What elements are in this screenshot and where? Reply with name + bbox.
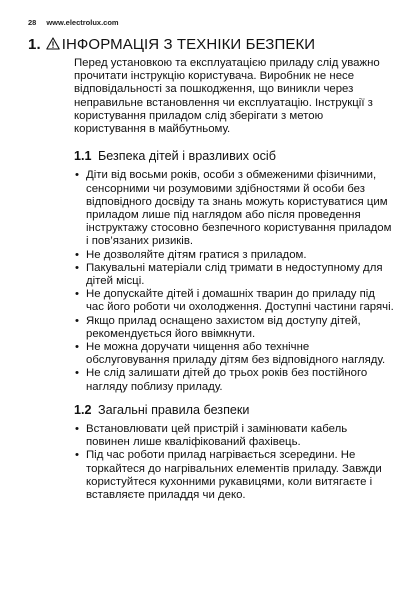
subsection-number: 1.2 (74, 402, 92, 417)
list-item: • Встановлювати цей пристрій і замінювати кабель повинен лише кваліфікований фахівець. (74, 423, 394, 449)
content-column (74, 57, 394, 512)
section-number: 1. (28, 36, 41, 53)
list-item: • Пакувальні матеріали слід тримати в недоступному для дітей місці. (74, 262, 394, 288)
warning-triangle-icon (46, 37, 60, 54)
subsection-heading-child-safety (74, 150, 394, 163)
list-item: • Діти від восьми років, особи з обмеженими фізичними, сенсорними чи розумовими здібностями й особи без відповідного досвіду та знань можуть користуватися цим приладом лише під наглядом або після проведення інструктажу стосовно безпечного користування приладом і пов’язаних ризиків. (74, 169, 394, 248)
list-item: • Не допускайте дітей і домашніх тварин до приладу під час його роботи чи охолодження. Доступні частини гарячі. (74, 288, 394, 314)
page-header (28, 18, 119, 27)
list-item: • Не можна доручати чищення або технічне обслуговування приладу дітям без відповідного нагляду. (74, 341, 394, 367)
section-heading: ІНФОРМАЦІЯ З ТЕХНІКИ БЕЗПЕКИ (61, 36, 316, 53)
list-item: • Під час роботи прилад нагрівається зсередини. Не торкайтеся до нагрівальних елементів приладу. Завжди користуйтеся кухонними рукавицями, коли витягаєте і вставляєте приладдя чи деко. (74, 449, 394, 502)
website-url: www.electrolux.com (46, 18, 119, 27)
subsection-number: 1.1 (74, 149, 92, 164)
page-number: 28 (28, 18, 37, 27)
section-title (28, 36, 315, 54)
intro-paragraph: Перед установкою та експлуатацією приладу слід уважно прочитати інструкцію користувача. Виробник не несе відповідальності за пошкодження, що виникли через неправильне встановлення чи експлуатацію. Інструкції з користування приладом слід зберігати з метою користування в майбутньому. (74, 57, 380, 136)
subsection-title: Загальні правила безпеки (98, 402, 250, 417)
subsection-heading-general-safety (74, 404, 394, 417)
list-item: • Не дозволяйте дітям гратися з приладом. (74, 249, 394, 262)
general-safety-list (74, 423, 394, 502)
list-item: • Не слід залишати дітей до трьох років без постійного нагляду поблизу приладу. (74, 367, 394, 393)
subsection-title: Безпека дітей і вразливих осіб (98, 149, 276, 164)
child-safety-list (74, 169, 394, 393)
list-item: • Якщо прилад оснащено захистом від доступу дітей, рекомендується його ввімкнути. (74, 315, 394, 341)
